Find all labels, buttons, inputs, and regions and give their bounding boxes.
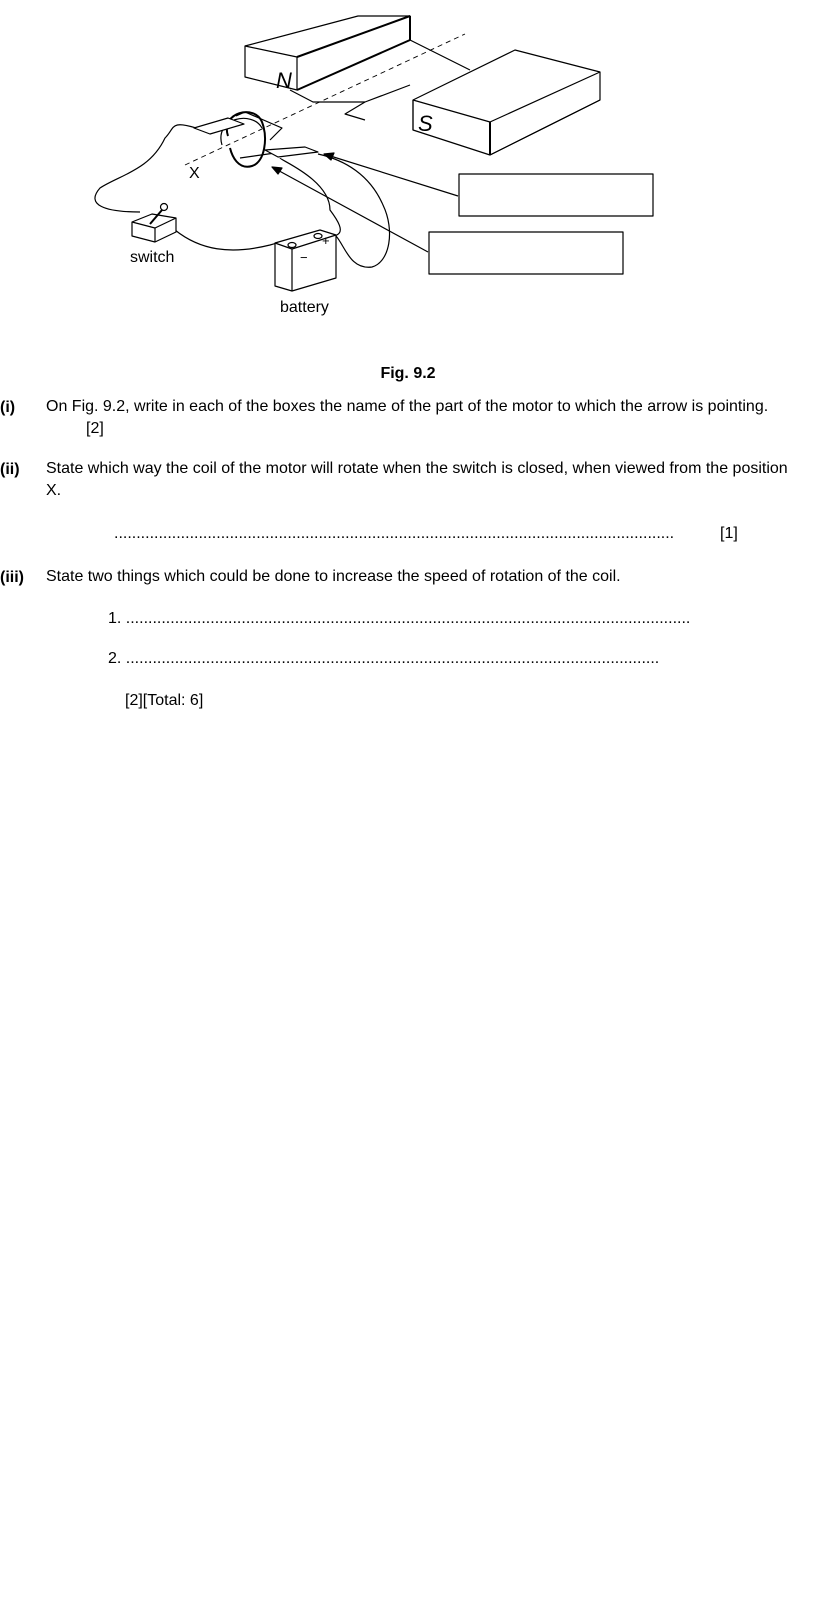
answer-line-iii-1[interactable]: 1. ............................................................................................................................... [108,610,691,627]
question-i-body: On Fig. 9.2, write in each of the boxes the name of the part of the motor to which the arrow is pointing. [46,398,769,415]
answer-box-brush[interactable] [459,174,653,216]
south-magnet [413,50,600,155]
figure-caption: Fig. 9.2 [380,365,436,382]
answer-line-ii[interactable]: .............................................................................................................................. [114,525,675,542]
wire-left [95,125,196,212]
question-text-i [46,396,796,440]
question-text-ii: State which way the coil of the motor will rotate when the switch is closed, when viewed from the position X. [46,460,788,499]
north-pole-label: N [276,68,292,93]
north-magnet [245,16,410,90]
motor-diagram [0,0,816,340]
answer-box-commutator[interactable] [429,232,623,274]
south-pole-label: S [418,111,433,136]
question-label-ii: (ii) [0,461,20,478]
question-i-mark: [2] [86,420,104,437]
answer-line-iii-2[interactable]: 2. ........................................................................................................................ [108,650,660,667]
question-iii-total-mark: [2][Total: 6] [125,692,204,709]
battery-plus-label: + [322,233,330,248]
question-label-i: (i) [0,399,16,416]
brush-left [194,118,244,134]
position-x-label: X [189,165,200,182]
battery-minus-label: − [300,250,308,265]
brush-right [265,147,318,157]
switch-label: switch [130,249,175,266]
battery-label: battery [280,299,329,316]
question-label-iii: (iii) [0,569,24,586]
arrow-to-brush [324,153,458,196]
question-text-iii: State two things which could be done to increase the speed of rotation of the coil. [46,568,621,585]
question-ii-mark: [1] [720,525,738,542]
switch [132,204,176,243]
